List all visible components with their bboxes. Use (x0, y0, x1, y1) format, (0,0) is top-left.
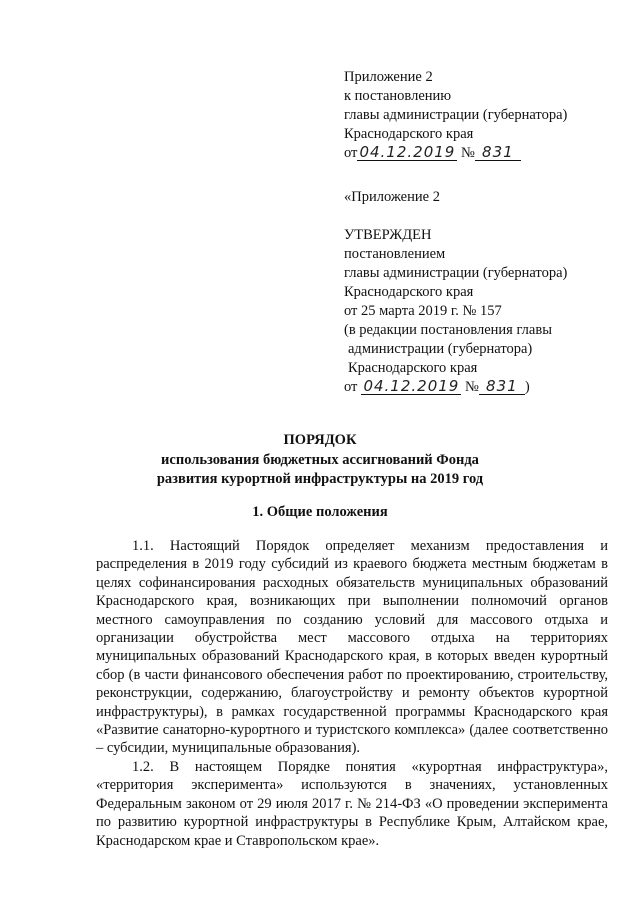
approval-line: Краснодарского края (348, 360, 478, 376)
header-line: Краснодарского края (344, 126, 474, 142)
doc-subtitle: использования бюджетных ассигнований Фонда (161, 452, 479, 468)
approval-line: (в редакции постановления главы (344, 322, 552, 338)
handwritten-number: 831 (475, 144, 521, 161)
number-prefix: № (465, 379, 479, 395)
closing-paren: ) (524, 379, 530, 395)
doc-subtitle: развития курортной инфраструктуры на 2019 год (156, 471, 484, 487)
doc-title: ПОРЯДОК (283, 432, 357, 448)
header-line: главы администрации (губернатора) (344, 107, 568, 123)
approval-block (344, 188, 567, 397)
handwritten-date: 04.12.2019 (361, 378, 461, 395)
approval-date-line (344, 378, 567, 397)
approval-line: Краснодарского края (344, 284, 474, 300)
header-block (344, 68, 567, 163)
approval-line: администрации (губернатора) (348, 341, 533, 357)
paragraph: 1.1. Настоящий Порядок определяет механизм предоставления и распределения в 2019 году субсидий из краевого бюджета местным бюджетам в целях софинансирования расходных обязательств муниципальных образований Краснодарского края, возникающих при выполнении полномочий органов местного самоуправления по созданию условий для массового отдыха и организации обустройства мест массового отдыха на территориях муниципальных образований Краснодарского края, в которых введен курортный сбор (в части финансового обеспечения работ по проектированию, строительству, реконструкции, содержанию, благоустройству и ремонту объектов курортной инфраструктуры), в рамках государственной программы Краснодарского края «Развитие санаторно-курортного и туристского комплекса» (далее соответственно – субсидии, муниципальные образования). (96, 538, 608, 757)
header-date-line (344, 144, 567, 163)
paragraph: 1.2. В настоящем Порядке понятия «курортная инфраструктура», «территория эксперимента» используются в значениях, установленных Федеральным законом от 29 июля 2017 г. № 214-ФЗ «О проведении эксперимента по развитию курортной инфраструктуры в Республике Крым, Алтайском крае, Краснодарском крае и Ставропольском крае». (96, 758, 608, 849)
header-line: к постановлению (344, 88, 452, 104)
header-line: Приложение 2 (344, 69, 433, 85)
section-heading: 1. Общие положения (252, 504, 388, 520)
handwritten-date: 04.12.2019 (357, 144, 457, 161)
approval-title: «Приложение 2 (344, 189, 440, 205)
approval-line: от 25 марта 2019 г. № 157 (344, 303, 502, 319)
section-body (96, 537, 608, 850)
approval-line: постановлением (344, 246, 446, 262)
approval-line: главы администрации (губернатора) (344, 265, 568, 281)
number-prefix: № (461, 145, 475, 161)
date-prefix: от (344, 379, 358, 395)
date-prefix: от (344, 145, 358, 161)
handwritten-number: 831 (479, 378, 525, 395)
approval-line: УТВЕРЖДЕН (344, 227, 432, 243)
